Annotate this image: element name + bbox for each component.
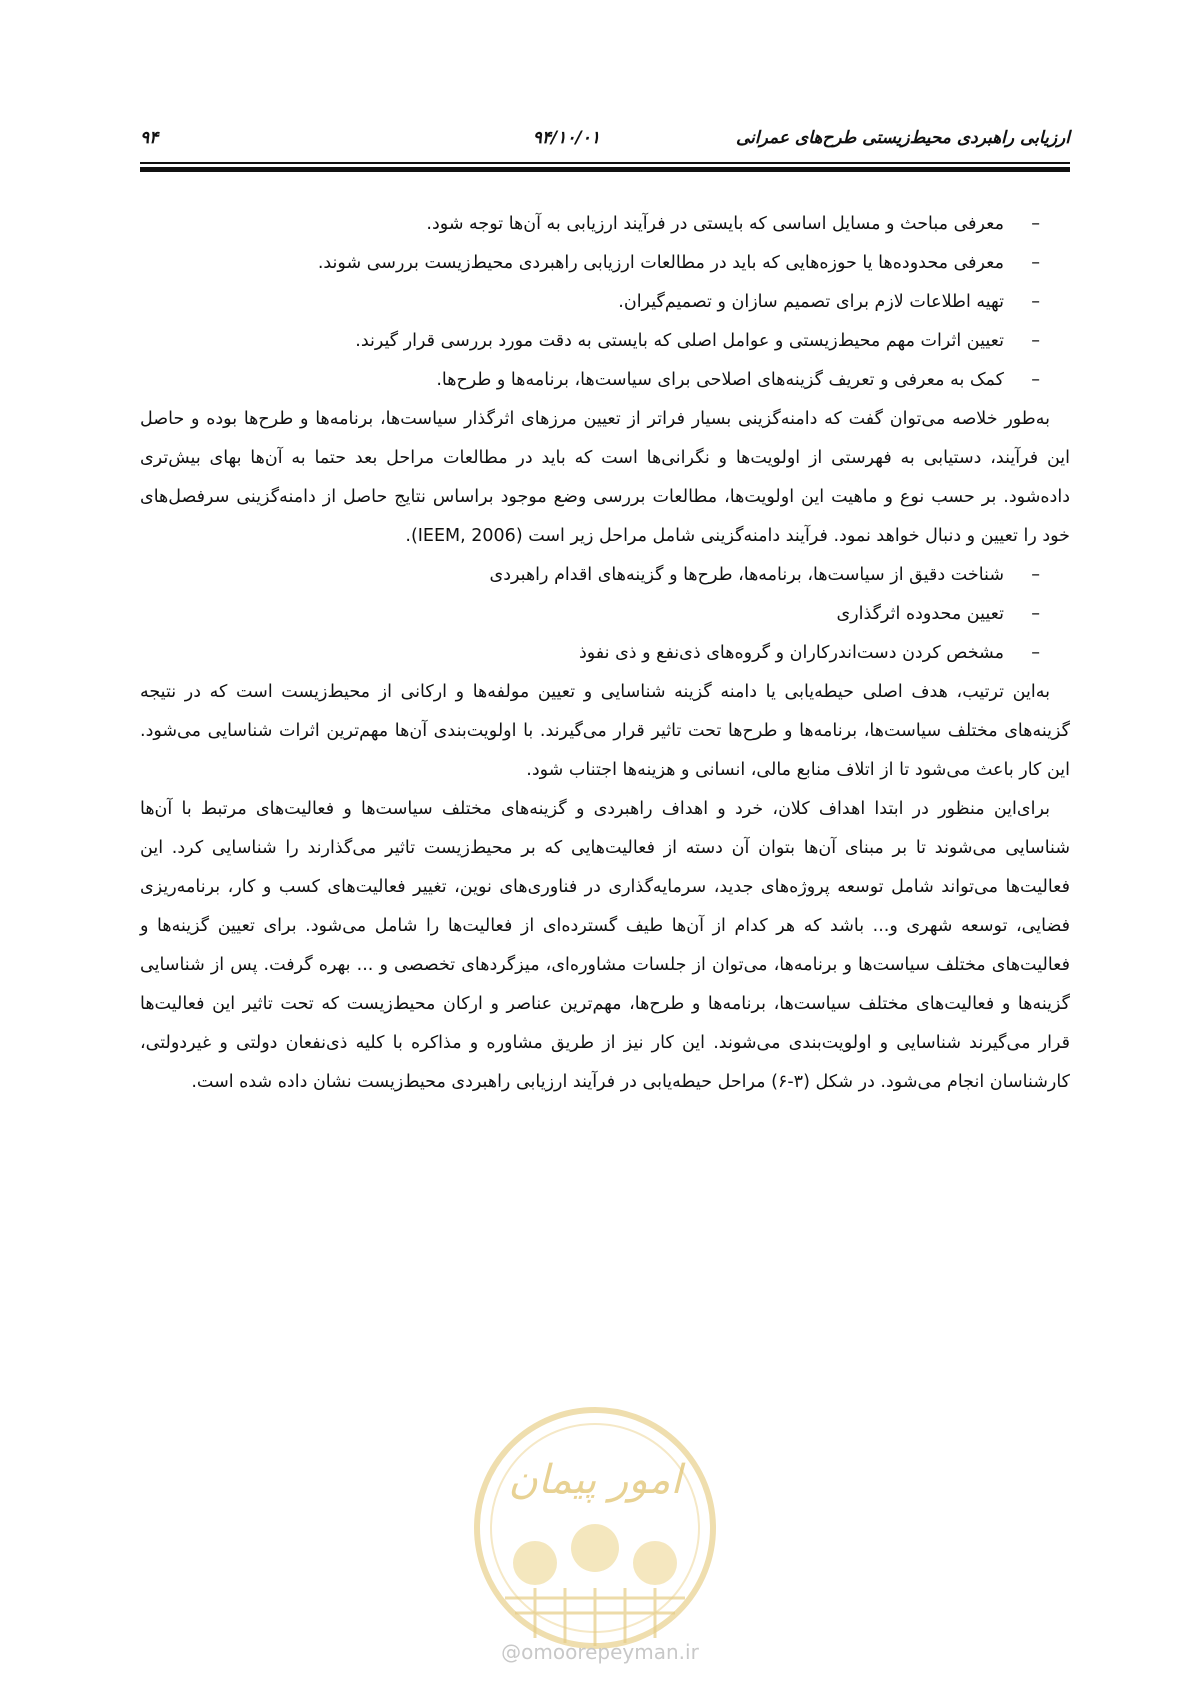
bullet-list-steps — [140, 556, 1070, 673]
list-item: – مشخص کردن دست‌اندرکاران و گروه‌های ذی‌نفع و ذی نفوذ — [140, 634, 1070, 673]
list-item: – معرفی محدوده‌ها یا حوزه‌هایی که باید در مطالعات ارزیابی راهبردی محیط‌زیست بررسی شوند. — [140, 244, 1070, 283]
watermark-logo — [465, 1398, 725, 1658]
list-item: – تعیین اثرات مهم محیط‌زیستی و عوامل اصلی که بایستی به دقت مورد بررسی قرار گیرند. — [140, 322, 1070, 361]
header-date: ۹۴/۱۰/۰۱ — [532, 128, 600, 148]
header-rule-thin — [140, 162, 1070, 164]
list-item: – تعیین محدوده اثرگذاری — [140, 595, 1070, 634]
header-title: ارزیابی راهبردی محیط‌زیستی طرح‌های عمرانی — [736, 128, 1070, 148]
paragraph-main-goal: به‌این ترتیب، هدف اصلی حیطه‌یابی یا دامنه گزینه شناسایی و تعیین مولفه‌ها و ارکانی از محیط‌زیست است که در نتیجه گزینه‌های مختلف سیاست‌ها، برنامه‌ها و طرح‌ها تحت تاثیر قرار می‌گیرند. با اولویت‌بندی آن‌ها مهم‌ترین اثرات شناسایی می‌شود. این کار باعث می‌شود تا از اتلاف منابع مالی، انسانی و هزینه‌ها اجتناب شود. — [140, 682, 1070, 780]
header-rule-thick — [140, 167, 1070, 172]
list-item: – تهیه اطلاعات لازم برای تصمیم سازان و تصمیم‌گیران. — [140, 283, 1070, 322]
paragraph-scoping-summary: به‌طور خلاصه می‌توان گفت که دامنه‌گزینی بسیار فراتر از تعیین مرزهای اثرگذار سیاست‌ها، برنامه‌ها و طرح‌ها بوده و حاصل این فرآیند، دستیابی به فهرستی از اولویت‌ها و نگرانی‌ها است که باید در مطالعات مراحل بعد حتما به آن‌ها بهای بیش‌تری داده‌شود. بر حسب نوع و ماهیت این اولویت‌ها، مطالعات بررسی وضع موجود براساس نتایج حاصل از دامنه‌گزینی سرفصل‌های خود را تعیین و دنبال خواهد نمود. فرآیند دامنه‌گزینی شامل مراحل زیر است (IEEM, 2006). — [140, 409, 1070, 546]
paragraph-procedure: برای‌این منظور در ابتدا اهداف کلان، خرد و اهداف راهبردی و گزینه‌های مختلف سیاست‌ها و فعالیت‌های مرتبط با آن‌ها شناسایی می‌شوند تا بر مبنای آن‌ها بتوان آن دسته از فعالیت‌هایی که بر محیط‌زیست تاثیر می‌گذارند را شناسایی کرد. این فعالیت‌ها می‌تواند شامل توسعه پروژه‌های جدید، سرمایه‌گذاری در فناوری‌های نوین، تغییر فعالیت‌های کسب و کار، برنامه‌ریزی فضایی، توسعه شهری و... باشد که هر کدام از آن‌ها طیف گسترده‌ای از فعالیت‌ها را شامل می‌شود. برای تعیین گزینه‌ها و فعالیت‌های مختلف سیاست‌ها و برنامه‌ها، می‌توان از جلسات مشاوره‌ای، میزگردهای تخصصی و ... بهره گرفت. پس از شناسایی گزینه‌ها و فعالیت‌های مختلف سیاست‌ها، برنامه‌ها و طرح‌ها، مهم‌ترین عناصر و ارکان محیط‌زیست که تحت تاثیر این فعالیت‌ها قرار می‌گیرند شناسایی و اولویت‌بندی می‌شوند. این کار نیز از طریق مشاوره و مذاکره با کلیه ذی‌نفعان دولتی و غیردولتی، کارشناسان انجام می‌شود. در شکل (۳-۶) مراحل حیطه‌یابی در فرآیند ارزیابی راهبردی محیط‌زیست نشان داده شده است. — [140, 799, 1070, 1092]
running-header — [140, 128, 1070, 156]
page-number: ۹۴ — [140, 128, 159, 148]
list-item: – معرفی مباحث و مسایل اساسی که بایستی در فرآیند ارزیابی به آن‌ها توجه شود. — [140, 205, 1070, 244]
list-item: – کمک به معرفی و تعریف گزینه‌های اصلاحی برای سیاست‌ها، برنامه‌ها و طرح‌ها. — [140, 361, 1070, 400]
watermark-site: @omoorepeyman.ir — [501, 1640, 699, 1664]
watermark-logo-text: امور پیمان — [508, 1457, 682, 1503]
list-item: – شناخت دقیق از سیاست‌ها، برنامه‌ها، طرح‌ها و گزینه‌های اقدام راهبردی — [140, 556, 1070, 595]
bullet-list-objectives — [140, 205, 1070, 400]
page-body — [140, 205, 1070, 1102]
